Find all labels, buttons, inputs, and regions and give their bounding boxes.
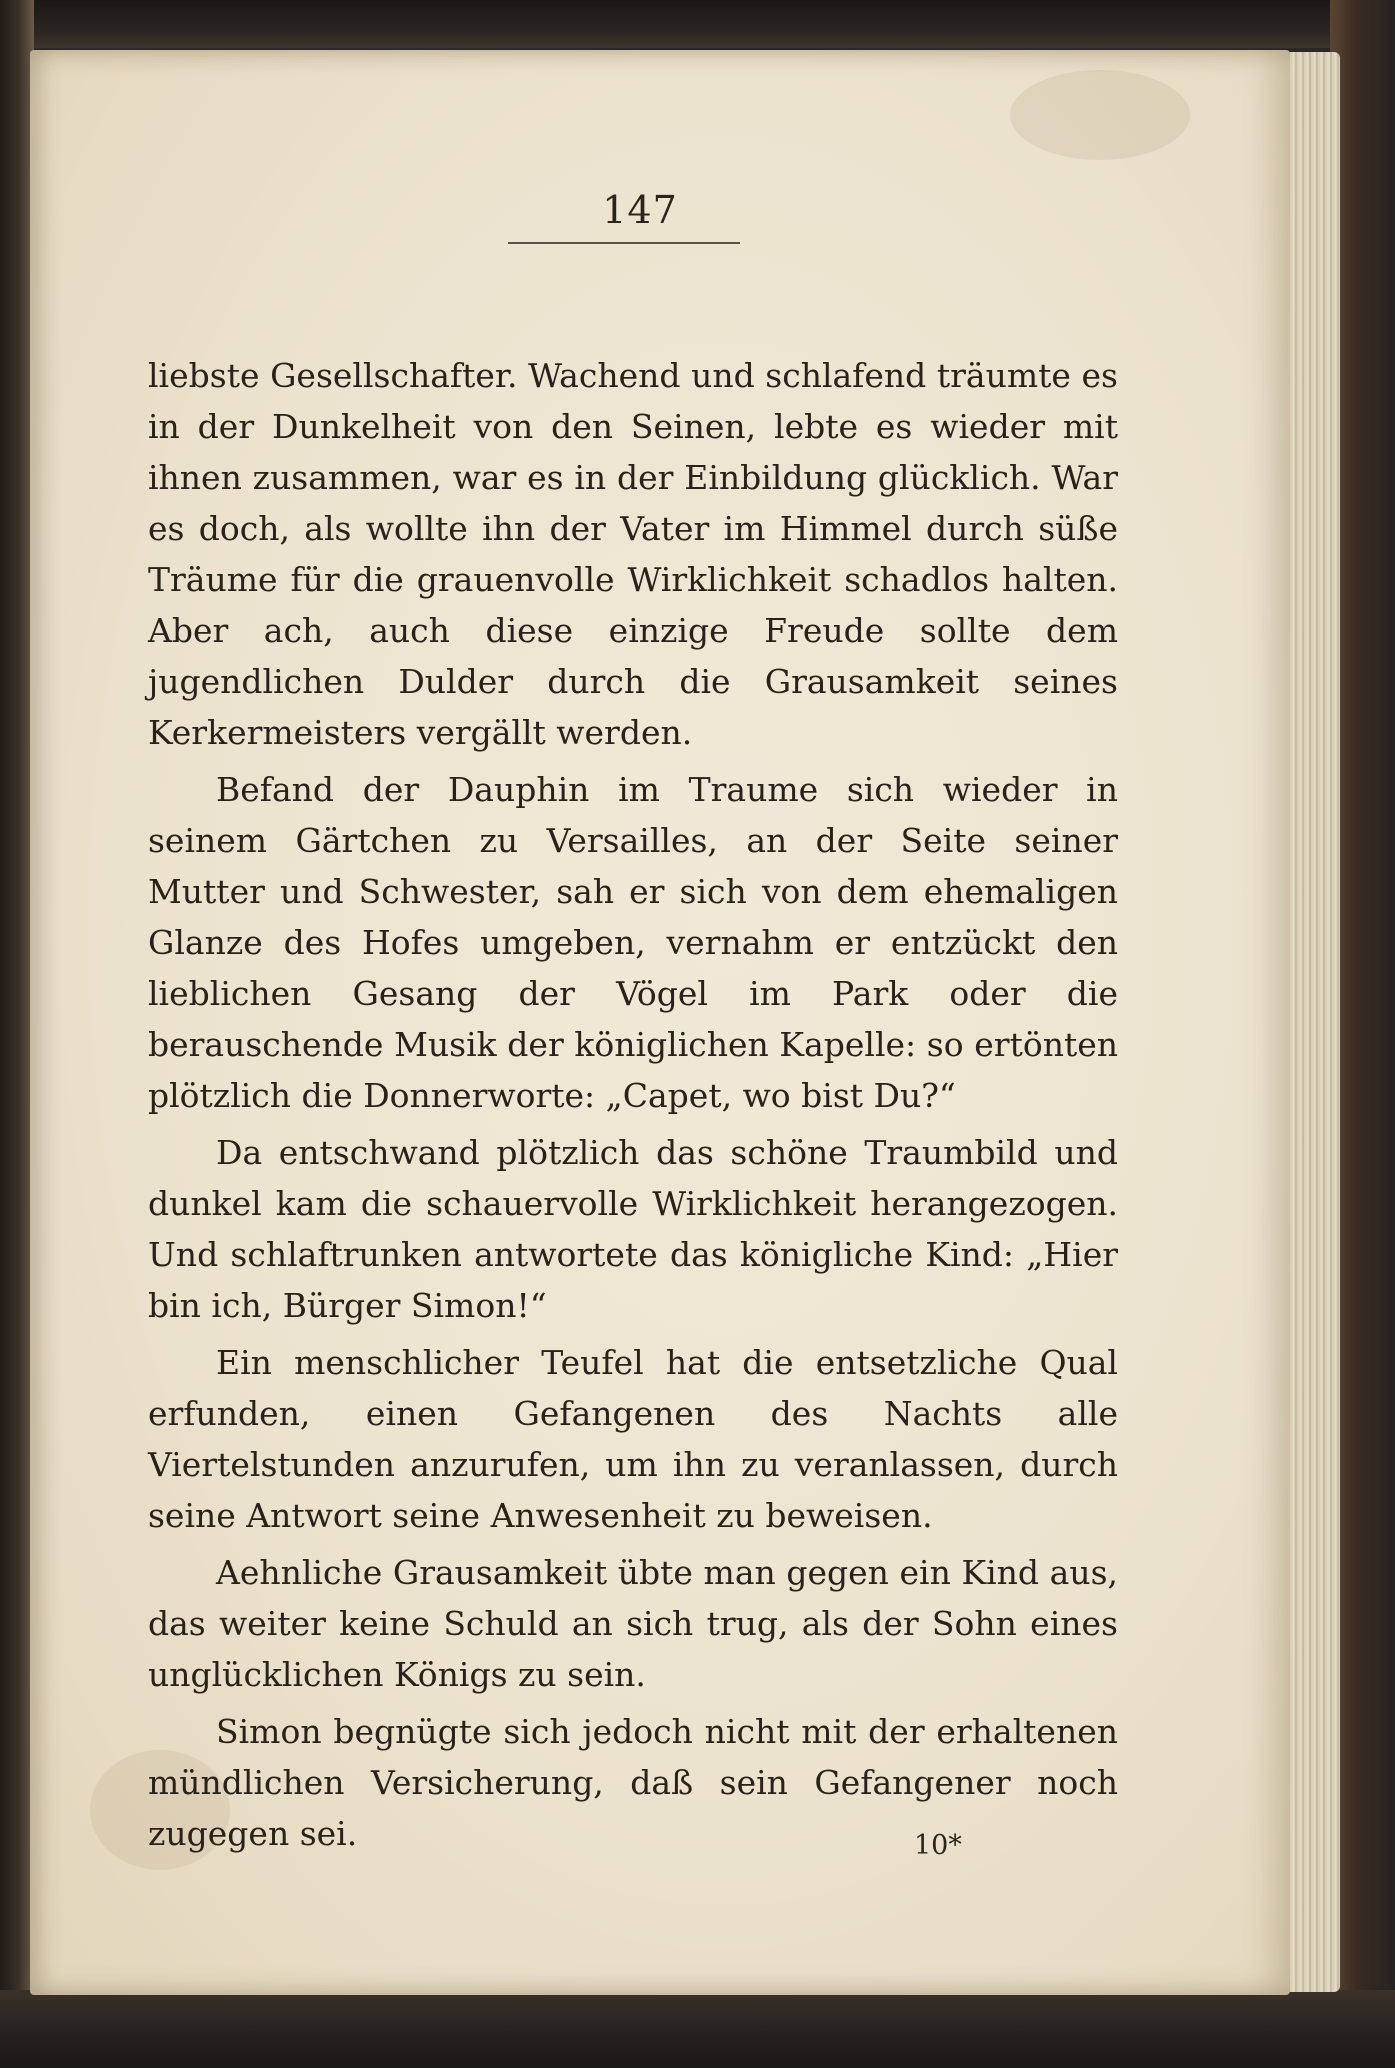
paragraph-4: Ein menschlicher Teufel hat die entsetzliche Qual erfunden, einen Gefangenen des Nachts alle Viertelstunden anzurufen, um ihn zu veranlassen, durch seine Antwort seine Anwesenheit zu beweisen. <box>148 1343 1118 1535</box>
book-page <box>30 50 1290 1995</box>
paragraph-3: Da entschwand plötzlich das schöne Traumbild und dunkel kam die schauervolle Wirklichkeit herangezogen. Und schlaftrunken antwortete das königliche Kind: „Hier bin ich, Bürger Simon!“ <box>148 1133 1118 1325</box>
book-cover-top <box>0 0 1395 48</box>
paragraph-1: liebste Gesellschafter. Wachend und schlafend träumte es in der Dunkelheit von den Seinen, lebte es wieder mit ihnen zusammen, war es in der Einbildung glücklich. War es doch, als wollte ihn der Vater im Himmel durch süße Träume für die grauenvolle Wirklichkeit schadlos halten. Aber ach, auch diese einzige Freude sollte dem jugendlichen Dulder durch die Grausamkeit seines Kerkermeisters vergällt werden. <box>148 356 1118 752</box>
header-rule <box>508 242 740 244</box>
page-number: 147 <box>602 188 678 232</box>
body-text <box>148 350 1118 1865</box>
book-spine-binding <box>0 0 34 2068</box>
page-stain <box>1010 70 1190 160</box>
paragraph-2: Befand der Dauphin im Traume sich wieder in seinem Gärtchen zu Versailles, an der Seite seiner Mutter und Schwester, sah er sich von dem ehemaligen Glanze des Hofes umgeben, vernahm er entzückt den lieblichen Gesang der Vögel im Park oder die berauschende Musik der königlichen Kapelle: so ertönten plötzlich die Donnerworte: „Capet, wo bist Du?“ <box>148 770 1118 1115</box>
paragraph-5: Aehnliche Grausamkeit übte man gegen ein Kind aus, das weiter keine Schuld an sich trug, als der Sohn eines unglücklichen Königs zu sein. <box>148 1553 1118 1694</box>
signature-mark: 10* <box>914 1830 962 1861</box>
paragraph-6: Simon begnügte sich jedoch nicht mit der erhaltenen mündlichen Versicherung, daß sein Gefangener noch zugegen sei. <box>148 1712 1118 1853</box>
book-cover-bottom <box>0 1990 1395 2068</box>
